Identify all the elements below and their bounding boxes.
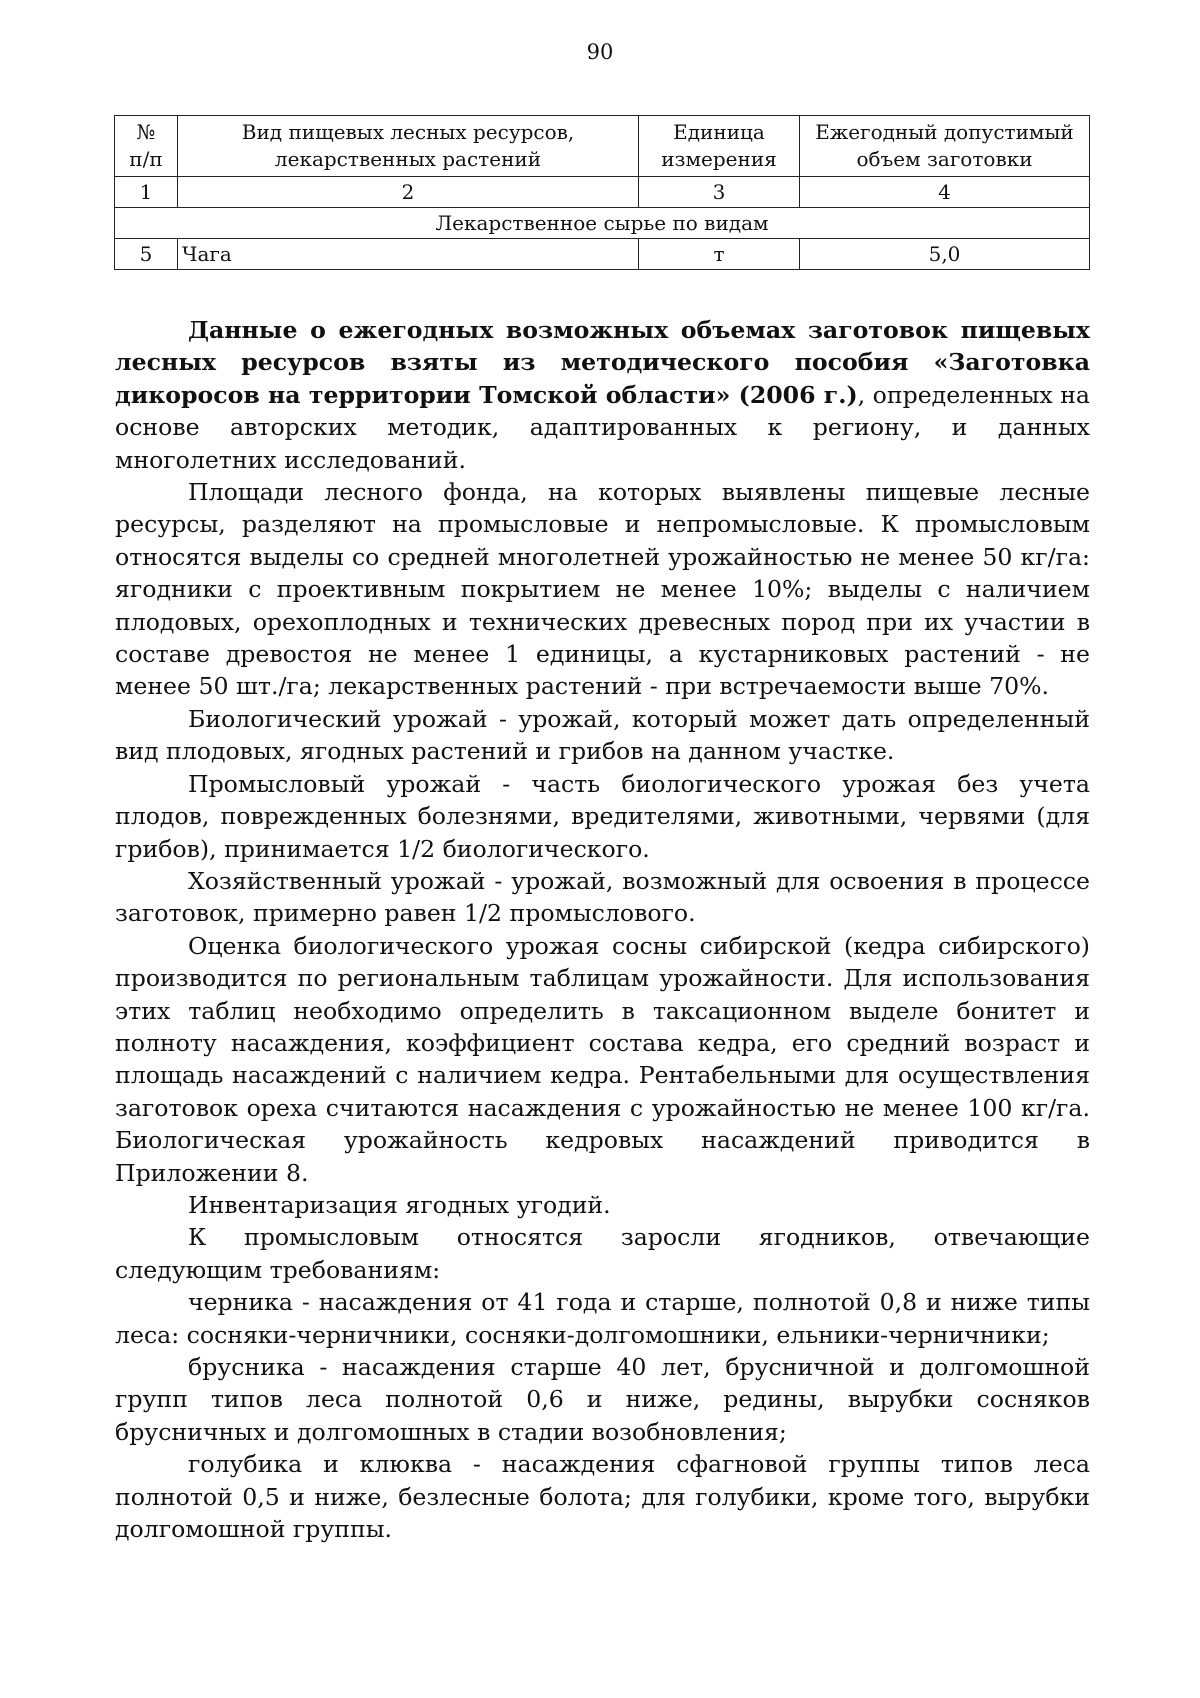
paragraph-berry-requirements: К промысловым относятся заросли ягодников, отвечающие следующим требованиям: [115,1223,1090,1284]
column-number: 4 [800,177,1090,208]
column-number: 1 [115,177,178,208]
paragraph-berry-inventory: Инвентаризация ягодных угодий. [188,1190,611,1219]
paragraph-cedar-assessment: Оценка биологического урожая сосны сибирской (кедра сибирского) производится по региональным таблицам урожайности. Для использования этих таблиц необходимо определить в таксационном выделе бонитет и полноту насаждения, коэффициент состава кедра, его средний возраст и площадь насаждений с наличием кедра. Рентабельными для осуществления заготовок ореха считаются насаждения с урожайностью не менее 100 кг/га. Биологическая урожайность кедровых насаждений приводится в Приложении 8. [115,931,1090,1187]
paragraph-bilberry: черника - насаждения от 41 года и старше, полнотой 0,8 и ниже типы леса: сосняки-черничники, сосняки-долгомошники, ельники-черничники; [115,1288,1090,1349]
header-line: объем заготовки [856,147,1033,171]
header-cell-unit [639,116,800,177]
paragraph-commercial-yield: Промысловый урожай - часть биологического урожая без учета плодов, поврежденных болезнями, вредителями, животными, червями (для грибов), принимается 1/2 биологического. [115,769,1090,863]
table-row [115,239,1090,270]
row-resource-name: Чага [178,239,639,270]
page-number: 90 [586,40,614,64]
paragraph-forest-areas: Площади лесного фонда, на которых выявлены пищевые лесные ресурсы, разделяют на промысловые и непромысловые. К промысловым относятся выделы со средней многолетней урожайностью не менее 50 кг/га: ягодники с проективным покрытием не менее 10%; выделы с наличием плодовых, орехоплодных и технических древесных пород при их участии в составе древостоя не менее 1 единицы, а кустарниковых растений - не менее 50 шт./га; лекарственных растений - при встречаемости выше 70%. [115,478,1090,701]
header-line: лекарственных растений [274,147,542,171]
column-number: 3 [639,177,800,208]
header-line: № [136,120,156,144]
paragraph-lingonberry: брусника - насаждения старше 40 лет, брусничной и долгомошной групп типов леса полнотой 0,6 и ниже, редины, вырубки сосняков брусничных и долгомошных в стадии возобновления; [115,1353,1090,1446]
header-cell-number [115,116,178,177]
header-line: Ежегодный допустимый [815,120,1074,144]
paragraph-biological-yield: Биологический урожай - урожай, который может дать определенный вид плодовых, ягодных растений и грибов на данном участке. [115,704,1090,766]
header-line: п/п [129,147,163,171]
paragraph-data-source [115,314,1090,476]
header-line: Единица [673,120,765,144]
row-number: 5 [115,239,178,270]
resources-table [114,115,1090,270]
header-cell-resource-type [178,116,639,177]
section-row [115,208,1090,239]
paragraph-continuation: , определенных на основе авторских методик, адаптированных к региону, и данных многолетних исследований. [115,380,1091,474]
row-volume: 5,0 [800,239,1090,270]
paragraph-economic-yield: Хозяйственный урожай - урожай, возможный для освоения в процессе заготовок, примерно равен 1/2 промыслового. [115,866,1090,928]
section-title: Лекарственное сырье по видам [115,208,1090,239]
table-header-row [115,116,1090,177]
header-line: Вид пищевых лесных ресурсов, [241,120,575,144]
header-cell-volume [800,116,1090,177]
body-text [115,314,1090,1545]
paragraph-blueberry-cranberry: голубика и клюква - насаждения сфагновой группы типов леса полнотой 0,5 и ниже, безлесные болота; для голубики, кроме того, вырубки долгомошной группы. [115,1450,1090,1544]
column-number-row [115,177,1090,208]
row-unit: т [639,239,800,270]
paragraph-lead-bold: Данные о ежегодных возможных объемах заготовок пищевых лесных ресурсов взяты из методического пособия «Заготовка дикоросов на территории Томской области» (2006 г.) [115,316,1090,409]
column-number: 2 [178,177,639,208]
header-line: измерения [661,147,777,171]
